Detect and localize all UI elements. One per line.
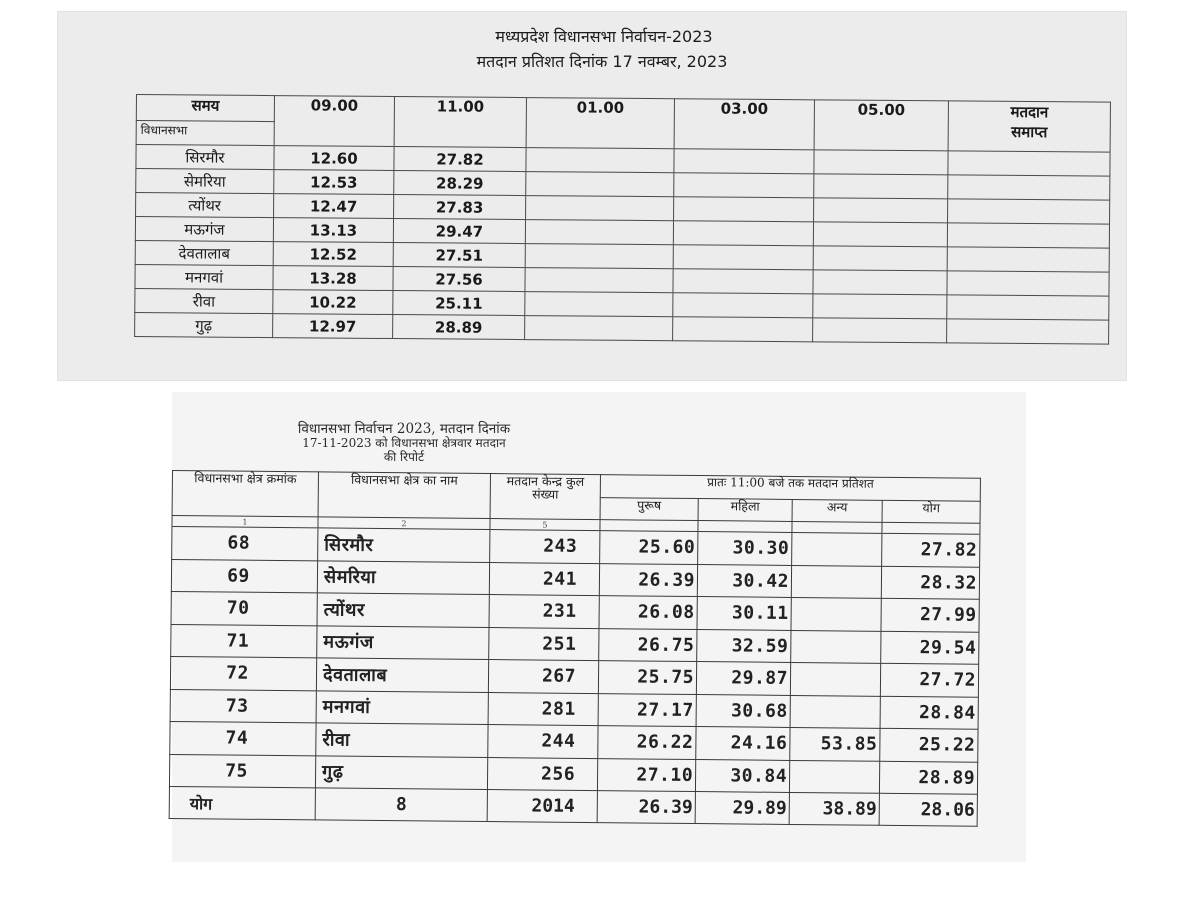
assembly-number: 71 bbox=[171, 624, 317, 658]
totals-other: 38.89 bbox=[789, 792, 879, 825]
totals-label: योग bbox=[169, 786, 315, 819]
turnout-0900: 12.52 bbox=[273, 242, 393, 267]
female-turnout: 30.84 bbox=[695, 759, 789, 792]
empty-cell bbox=[673, 293, 813, 318]
empty-cell bbox=[813, 318, 947, 343]
assembly-name: देवतालाब bbox=[316, 658, 488, 692]
empty-cell bbox=[673, 221, 813, 246]
assembly-number: 72 bbox=[170, 656, 316, 690]
assembly-number: 73 bbox=[170, 689, 316, 723]
totals-booths: 2014 bbox=[487, 790, 597, 823]
empty-cell bbox=[947, 223, 1109, 248]
poll-end-line1: मतदान bbox=[1010, 102, 1049, 122]
empty-cell bbox=[526, 172, 674, 197]
constituency-turnout-sheet bbox=[172, 392, 1026, 862]
assembly-name: गुढ़ bbox=[135, 312, 273, 337]
total-turnout: 27.72 bbox=[880, 663, 978, 696]
male-turnout: 26.08 bbox=[599, 596, 697, 629]
other-turnout bbox=[791, 597, 881, 630]
male-turnout: 25.75 bbox=[598, 661, 696, 694]
male-turnout: 27.17 bbox=[598, 693, 696, 726]
turnout-0900: 12.47 bbox=[274, 194, 394, 219]
male-turnout: 26.22 bbox=[598, 726, 696, 759]
sheet-title: मध्यप्रदेश विधानसभा निर्वाचन-2023 bbox=[495, 27, 713, 46]
empty-cell bbox=[525, 220, 673, 245]
empty-cell bbox=[948, 151, 1110, 176]
empty-cell bbox=[814, 150, 948, 175]
other-turnout bbox=[792, 532, 882, 565]
assembly-name: रीवा bbox=[316, 723, 488, 757]
total-turnout: 28.89 bbox=[879, 761, 977, 794]
other-turnout bbox=[789, 760, 879, 793]
report-title-line3: की रिपोर्ट bbox=[383, 450, 425, 464]
empty-cell bbox=[813, 270, 947, 295]
assembly-name: देवतालाब bbox=[135, 240, 273, 265]
time-0900: 09.00 bbox=[274, 96, 394, 147]
time-0100: 01.00 bbox=[526, 98, 674, 149]
constituency-turnout-table bbox=[169, 470, 981, 827]
booth-count: 267 bbox=[488, 660, 598, 694]
index-5: 5 bbox=[490, 519, 600, 531]
empty-cell bbox=[947, 247, 1109, 272]
totals-count: 8 bbox=[315, 788, 487, 822]
time-0300: 03.00 bbox=[674, 99, 814, 150]
other-turnout bbox=[790, 662, 880, 695]
col-assembly-number: विधानसभा क्षेत्र क्रमांक bbox=[172, 471, 318, 517]
col-total: योग bbox=[882, 500, 980, 523]
booth-count: 231 bbox=[489, 595, 599, 629]
total-turnout: 29.54 bbox=[881, 631, 979, 664]
assembly-name: मऊगंज bbox=[317, 625, 489, 659]
empty-cell bbox=[673, 317, 813, 342]
totals-total: 28.06 bbox=[879, 793, 977, 826]
empty-cell bbox=[673, 269, 813, 294]
turnout-0900: 12.53 bbox=[274, 170, 394, 195]
male-turnout: 27.10 bbox=[597, 758, 695, 791]
col-male: पुरूष bbox=[600, 498, 698, 521]
assembly-name: सिरमौर bbox=[136, 145, 274, 170]
empty-cell bbox=[814, 174, 948, 199]
empty-cell bbox=[948, 175, 1110, 200]
turnout-1100: 27.51 bbox=[393, 243, 525, 268]
report-title-line2: 17-11-2023 को विधानसभा क्षेत्रवार मतदान bbox=[302, 436, 506, 450]
female-turnout: 29.87 bbox=[696, 662, 790, 695]
turnout-1100: 27.82 bbox=[394, 147, 526, 172]
assembly-label: विधानसभा bbox=[136, 121, 274, 146]
empty-cell bbox=[948, 199, 1110, 224]
empty-cell bbox=[813, 246, 947, 271]
turnout-0900: 13.13 bbox=[273, 218, 393, 243]
empty-cell bbox=[673, 245, 813, 270]
assembly-number: 70 bbox=[171, 591, 317, 625]
other-turnout bbox=[790, 695, 880, 728]
empty-cell bbox=[525, 244, 673, 269]
turnout-1100: 28.89 bbox=[393, 315, 525, 340]
female-turnout: 30.11 bbox=[697, 597, 791, 630]
turnout-1100: 27.83 bbox=[394, 195, 526, 220]
assembly-number: 69 bbox=[171, 559, 317, 593]
other-turnout: 53.85 bbox=[790, 727, 880, 760]
booth-count: 244 bbox=[488, 725, 598, 759]
assembly-name: रीवा bbox=[135, 288, 273, 313]
total-turnout: 27.99 bbox=[881, 598, 979, 631]
booth-count: 281 bbox=[488, 692, 598, 726]
total-turnout: 28.32 bbox=[881, 566, 979, 599]
turnout-1100: 29.47 bbox=[393, 219, 525, 244]
female-turnout: 30.30 bbox=[698, 532, 792, 565]
booth-count: 243 bbox=[490, 530, 600, 564]
empty-cell bbox=[947, 319, 1109, 344]
empty-cell bbox=[947, 295, 1109, 320]
col-assembly-name: विधानसभा क्षेत्र का नाम bbox=[318, 472, 490, 519]
table-header-row bbox=[136, 95, 1110, 129]
time-label: समय bbox=[136, 95, 274, 122]
other-turnout bbox=[791, 630, 881, 663]
hourly-turnout-table bbox=[134, 94, 1111, 345]
male-turnout: 25.60 bbox=[600, 531, 698, 564]
booth-count: 251 bbox=[489, 627, 599, 661]
col-booth-count: मतदान केन्द्र कुल संख्या bbox=[490, 474, 600, 520]
assembly-name: गुढ़ bbox=[315, 755, 487, 789]
empty-cell bbox=[674, 173, 814, 198]
assembly-name: सिरमौर bbox=[318, 528, 490, 562]
turnout-0900: 12.97 bbox=[273, 314, 393, 339]
turnout-0900: 12.60 bbox=[274, 146, 394, 171]
index-1: 1 bbox=[172, 516, 318, 528]
booth-count: 256 bbox=[487, 757, 597, 791]
empty-cell bbox=[674, 197, 814, 222]
female-turnout: 30.68 bbox=[696, 694, 790, 727]
empty-cell bbox=[525, 316, 673, 341]
booth-count: 241 bbox=[489, 562, 599, 596]
turnout-1100: 28.29 bbox=[394, 171, 526, 196]
empty-cell bbox=[674, 149, 814, 174]
empty-cell bbox=[525, 268, 673, 293]
assembly-name: सेमरिया bbox=[136, 169, 274, 194]
report-title: विधानसभा निर्वाचन 2023, मतदान दिनांक bbox=[297, 421, 511, 437]
total-turnout: 28.84 bbox=[880, 696, 978, 729]
totals-male: 26.39 bbox=[597, 791, 695, 824]
assembly-name: मनगवां bbox=[135, 264, 273, 289]
turnout-0900: 13.28 bbox=[273, 266, 393, 291]
assembly-number: 68 bbox=[172, 527, 318, 561]
assembly-name: त्योंथर bbox=[317, 593, 489, 627]
turnout-1100: 27.56 bbox=[393, 267, 525, 292]
col-group-turnout: प्रातः 11:00 बजे तक मतदान प्रतिशत bbox=[600, 475, 980, 502]
assembly-name: मनगवां bbox=[316, 690, 488, 724]
col-female: महिला bbox=[698, 499, 792, 522]
poll-end-line2: समाप्त bbox=[1011, 122, 1048, 142]
totals-female: 29.89 bbox=[695, 792, 789, 825]
table-header-row bbox=[172, 471, 980, 502]
empty-cell bbox=[525, 292, 673, 317]
turnout-0900: 10.22 bbox=[273, 290, 393, 315]
male-turnout: 26.39 bbox=[599, 563, 697, 596]
total-turnout: 27.82 bbox=[882, 533, 980, 566]
sheet-subtitle: मतदान प्रतिशत दिनांक 17 नवम्बर, 2023 bbox=[476, 52, 728, 71]
empty-cell bbox=[814, 198, 948, 223]
assembly-number: 74 bbox=[170, 721, 316, 755]
totals-row bbox=[169, 786, 977, 826]
empty-cell bbox=[947, 271, 1109, 296]
time-1100: 11.00 bbox=[394, 97, 526, 148]
empty-cell bbox=[526, 196, 674, 221]
female-turnout: 24.16 bbox=[696, 727, 790, 760]
female-turnout: 32.59 bbox=[697, 629, 791, 662]
assembly-number: 75 bbox=[169, 754, 315, 788]
assembly-name: मऊगंज bbox=[135, 217, 273, 242]
assembly-name: त्योंथर bbox=[136, 193, 274, 218]
turnout-1100: 25.11 bbox=[393, 291, 525, 316]
index-2: 2 bbox=[318, 517, 490, 530]
assembly-name: सेमरिया bbox=[317, 560, 489, 594]
female-turnout: 30.42 bbox=[697, 564, 791, 597]
hourly-turnout-sheet bbox=[58, 12, 1126, 380]
col-other: अन्य bbox=[792, 499, 882, 522]
total-turnout: 25.22 bbox=[880, 728, 978, 761]
empty-cell bbox=[813, 294, 947, 319]
other-turnout bbox=[791, 565, 881, 598]
time-0500: 05.00 bbox=[814, 100, 948, 151]
poll-end-header bbox=[948, 101, 1110, 152]
empty-cell bbox=[526, 148, 674, 173]
empty-cell bbox=[813, 222, 947, 247]
male-turnout: 26.75 bbox=[599, 628, 697, 661]
